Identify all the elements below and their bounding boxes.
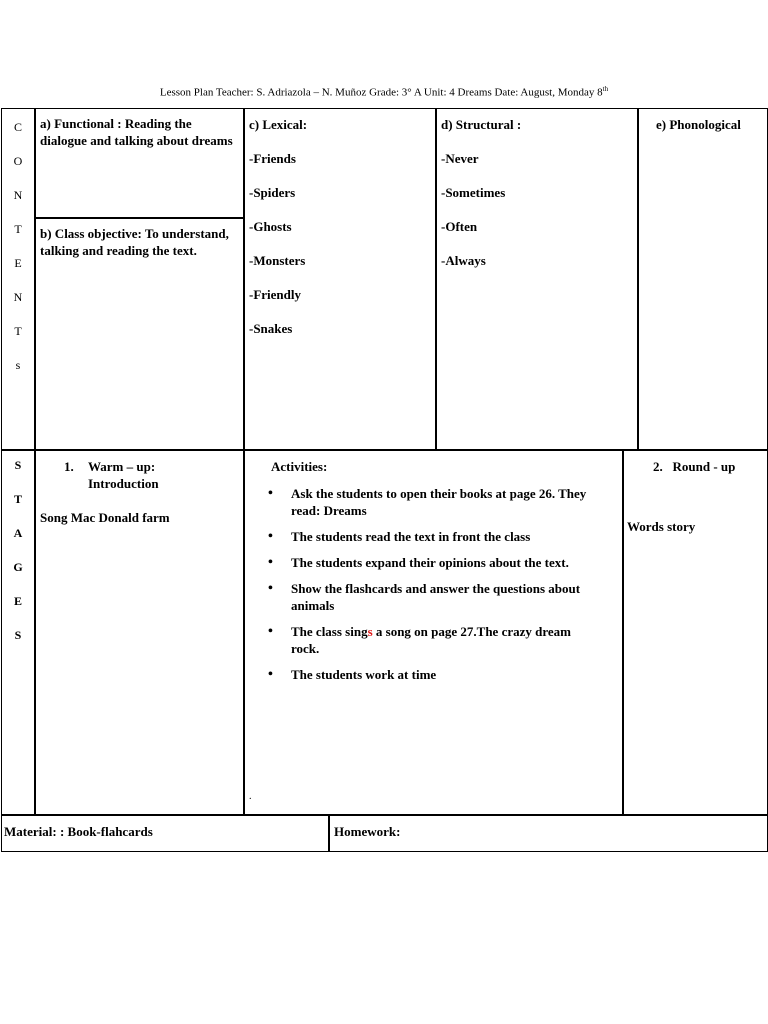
material-text: Material: : Book-flahcards (4, 824, 153, 839)
header-text: Lesson Plan Teacher: S. Adriazola – N. Muñoz Grade: 3° A Unit: 4 Dreams Date: August, Monday 8 (159, 86, 603, 99)
list-item: -Ghosts (249, 219, 292, 234)
list-item: -Friendly (249, 287, 301, 302)
list-item: • Show the flashcards and answer the questions about animals (245, 580, 590, 614)
functional-text: a) Functional : Reading the dialogue and talking about dreams (40, 116, 233, 148)
list-item: -Never (441, 151, 479, 166)
list-item: • The students expand their opinions about the text. (245, 554, 590, 571)
list-item: -Monsters (249, 253, 306, 268)
stages-side-letters: S T A G E S (13, 458, 23, 642)
class-objective-cell (35, 218, 244, 450)
lesson-plan-header (0, 85, 768, 99)
warm-up-title: Warm – up: (88, 459, 156, 474)
structural-list (441, 150, 633, 269)
stray-mark: . (249, 791, 252, 802)
functional-cell (35, 108, 244, 218)
homework-cell (329, 815, 768, 852)
list-item: -Spiders (249, 185, 296, 200)
round-up-title: Round - up (672, 459, 736, 474)
lexical-title: c) Lexical: (249, 117, 308, 132)
material-cell (1, 815, 329, 852)
list-item: -Always (441, 253, 486, 268)
warm-up-song: Song Mac Donald farm (40, 510, 170, 525)
list-item: -Snakes (249, 321, 293, 336)
contents-side-letters: C O N T E N T s (13, 120, 23, 372)
round-up-number: 2. (653, 459, 663, 474)
activities-list (245, 485, 590, 683)
round-up-words: Words story (627, 519, 696, 534)
structural-title: d) Structural : (441, 117, 522, 132)
class-objective-text: b) Class objective: To understand, talking and reading the text. (40, 226, 229, 258)
warm-up-cell (35, 450, 244, 815)
lexical-cell (244, 108, 436, 450)
activities-title: Activities: (271, 459, 328, 474)
list-item: • Ask the students to open their books at page 26. They read: Dreams (245, 485, 590, 519)
list-item: -Sometimes (441, 185, 506, 200)
round-up-heading (627, 458, 764, 475)
list-item: • The students read the text in front the class (245, 528, 590, 545)
round-up-cell (623, 450, 768, 815)
header-suffix: th (602, 85, 609, 93)
warm-up-heading (40, 458, 239, 492)
highlighted-letter: s (367, 624, 373, 639)
warm-up-number: 1. (64, 459, 74, 474)
list-item: -Friends (249, 151, 296, 166)
list-item: • The class sings a song on page 27.The crazy dream rock. (245, 623, 590, 657)
lexical-list (249, 150, 431, 337)
warm-up-subtitle: Introduction (88, 476, 159, 491)
list-item: -Often (441, 219, 478, 234)
structural-cell (436, 108, 638, 450)
phonological-title: e) Phonological (656, 117, 741, 132)
activities-cell (244, 450, 623, 815)
homework-text: Homework: (334, 824, 401, 839)
phonological-cell (638, 108, 768, 450)
list-item: • The students work at time (245, 666, 590, 683)
